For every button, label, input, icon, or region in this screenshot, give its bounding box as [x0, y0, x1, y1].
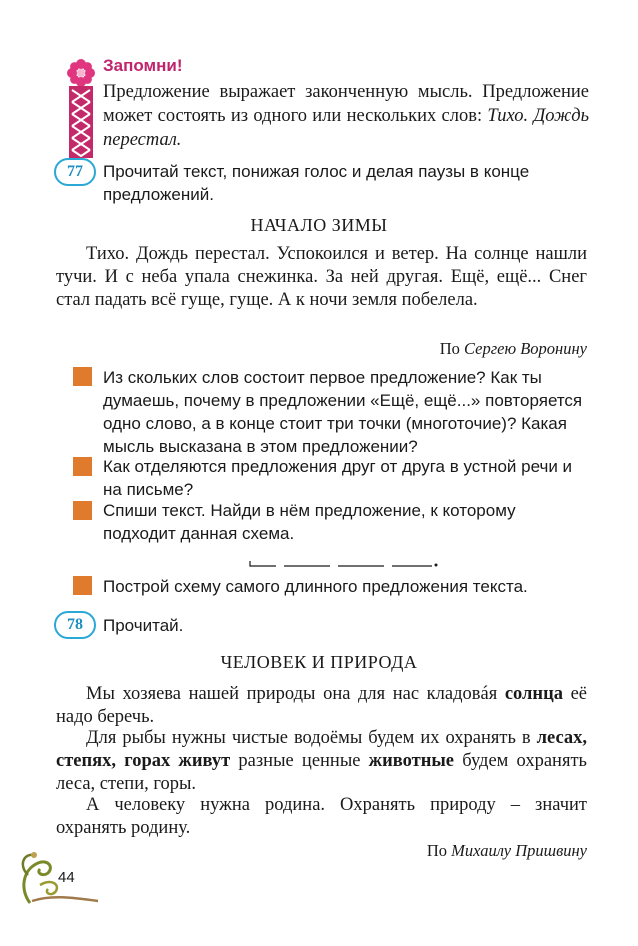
story-fragment-bold: солнца — [504, 684, 563, 704]
story-paragraph — [56, 683, 587, 729]
author-prefix: По — [426, 841, 448, 860]
story-fragment-bold: животные — [368, 751, 455, 771]
remember-example: Тихо. Дождь перестал. — [103, 106, 589, 150]
question-text: Из скольких слов состоит первое предложение? Как ты думаешь, почему в предложении «Ещё, ещё...» повторяется одно слово, а в конце стоит три точки (многоточие)? Какая мысль высказана в этом предложении? — [103, 368, 583, 456]
question-marker — [73, 576, 92, 595]
sentence-scheme — [248, 549, 448, 569]
author-prefix: По — [439, 339, 460, 358]
page-number: 44 — [58, 869, 75, 886]
story-fragment: Мы хозяева нашей природы она для нас кладовáя — [86, 684, 498, 704]
question-text: Спиши текст. Найди в нём предложение, к которому подходит данная схема. — [103, 501, 516, 543]
remember-title: Запомни! — [103, 56, 183, 75]
exercise-number-badge: 78 — [54, 611, 96, 639]
story-fragment: Для рыбы нужны чистые водоёмы будем их охранять в — [86, 728, 531, 748]
question-marker — [73, 501, 92, 520]
remember-text — [103, 80, 589, 152]
story-paragraph — [56, 727, 587, 796]
story-fragment: будем охранять леса, степи, горы. — [56, 751, 587, 794]
question-marker — [73, 367, 92, 386]
exercise-number-badge: 77 — [54, 158, 96, 186]
ornament-knot-icon — [68, 86, 94, 158]
question-text: Построй схему самого длинного предложения текста. — [103, 577, 528, 596]
author-name: Сергею Воронину — [464, 339, 587, 358]
floral-ornament-icon — [10, 845, 100, 905]
flower-icon — [66, 58, 96, 88]
author-attribution — [440, 339, 587, 359]
story-fragment: разные ценные — [238, 751, 361, 771]
story-paragraph: А человеку нужна родина. Охранять природу – значит охранять родину. — [56, 795, 587, 838]
story-fragment-bold: лесах, степях, горах живут — [56, 728, 588, 771]
remember-rule: Предложение выражает законченную мысль. Предложение может состоять из одного или нескольких слов: — [103, 82, 589, 126]
text-title: ЧЕЛОВЕК И ПРИРОДА — [220, 652, 418, 672]
story-fragment: её надо беречь. — [56, 684, 588, 727]
story-text: Тихо. Дождь перестал. Успокоился и ветер. На солнце нашли тучи. И с неба упала снежинка. За ней другая. Ещё, ещё... Снег стал падать всё гуще, гуще. А к ночи земля побелела. — [56, 244, 587, 310]
exercise-task: Прочитай. — [103, 616, 184, 635]
text-title: НАЧАЛО ЗИМЫ — [250, 215, 388, 235]
question-text: Как отделяются предложения друг от друга в устной речи и на письме? — [103, 457, 573, 499]
exercise-task: Прочитай текст, понижая голос и делая паузы в конце предложений. — [103, 162, 530, 204]
question-marker — [73, 457, 92, 476]
author-name: Михаилу Пришвину — [451, 841, 587, 860]
author-attribution — [427, 841, 587, 861]
